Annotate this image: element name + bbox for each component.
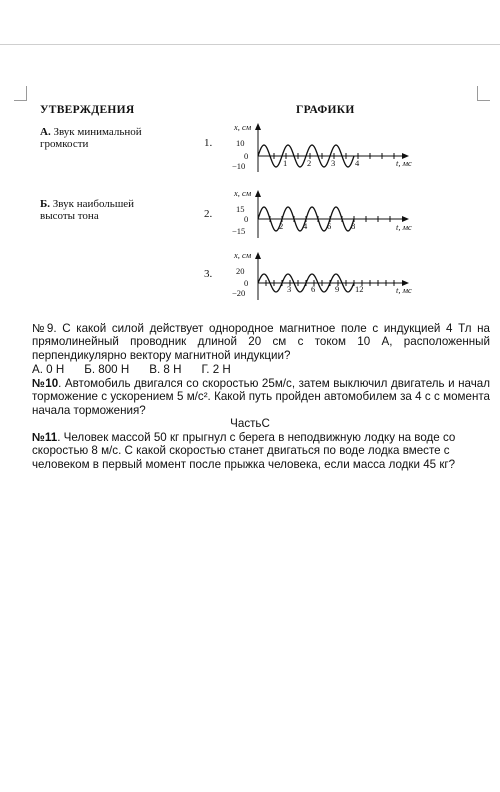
question-10-text: . Автомобиль двигался со скоростью 25м/с, затем выключил двигатель и начал торможение с ускорением 5 м/с². Какой путь пройден автомобилем за 4 с с момента начала торможения? — [32, 377, 490, 417]
graph-2 — [228, 190, 428, 250]
page-corner-mark-left — [14, 86, 27, 101]
graph-1-x-label: t, мс — [396, 158, 412, 168]
graph-3-y-arrow — [255, 252, 261, 259]
graph-2-y-tick-zero: 0 — [244, 214, 249, 224]
graph-3-number: 3. — [204, 268, 213, 280]
graph-1-x-tick-3: 3 — [331, 158, 336, 168]
statement-a — [40, 126, 142, 150]
graph-1-y-arrow — [255, 123, 261, 130]
graph-2-x-tick-8: 8 — [351, 221, 356, 231]
statement-a-letter: А. — [40, 126, 51, 138]
page-corner-mark-right — [477, 86, 490, 101]
question-10-number: №10 — [32, 377, 59, 390]
graph-2-number: 2. — [204, 208, 213, 220]
app-top-band — [0, 0, 500, 45]
graph-1-number: 1. — [204, 137, 213, 149]
graph-2-x-label: t, мс — [396, 222, 412, 232]
graph-1-x-tick-4: 4 — [355, 158, 360, 168]
graph-3-y-tick-zero: 0 — [244, 278, 249, 288]
graph-1-x-tick-2: 2 — [307, 158, 312, 168]
graph-1-y-label: x, см — [234, 122, 252, 132]
graph-1-y-tick-max: 10 — [236, 138, 245, 148]
graph-3-y-tick-min: −20 — [232, 288, 246, 298]
graph-1-x-tick-1: 1 — [283, 158, 288, 168]
answer-c: В. 8 Н — [149, 363, 182, 376]
question-10 — [32, 377, 490, 417]
graph-2-x-tick-6: 6 — [327, 221, 332, 231]
graph-1-y-tick-zero: 0 — [244, 151, 249, 161]
answer-d: Г. 2 Н — [201, 363, 231, 376]
graph-3-x-tick-12: 12 — [355, 284, 364, 294]
question-9 — [32, 322, 490, 362]
part-c-heading: ЧастьС — [230, 417, 270, 430]
question-11-number: №11 — [32, 431, 58, 444]
statement-b-letter: Б. — [40, 198, 51, 210]
graph-1 — [228, 122, 428, 192]
graph-2-y-tick-max: 15 — [236, 204, 245, 214]
question-9-answers — [32, 363, 490, 376]
graph-1-y-tick-min: −10 — [232, 161, 246, 171]
statements-header: УТВЕРЖДЕНИЯ — [40, 104, 135, 116]
statement-a-line1: Звук минимальной — [53, 126, 142, 138]
graph-3-y-tick-max: 20 — [236, 266, 245, 276]
graph-3-x-tick-6: 6 — [311, 284, 316, 294]
statement-b-line2: высоты тона — [40, 210, 99, 222]
graph-3 — [228, 252, 428, 302]
graph-3-x-tick-9: 9 — [335, 284, 340, 294]
graph-2-x-tick-2: 2 — [279, 221, 284, 231]
graph-3-y-label: x, см — [234, 250, 252, 260]
statement-b-line1: Звук наибольшей — [52, 198, 135, 210]
question-11-text: . Человек массой 50 кг прыгнул с берега в неподвижную лодку на воде со скоростью 8 м/с. С какой скоростью станет двигаться по воде лодка вместе с человеком в первый момент после прыжка человека, если масса лодки 45 кг? — [32, 431, 456, 471]
answer-a: А. 0 Н — [32, 363, 65, 376]
question-9-number: №9 — [32, 322, 54, 335]
graph-2-y-label: x, см — [234, 188, 252, 198]
answer-b: Б. 800 Н — [84, 363, 130, 376]
graphs-header: ГРАФИКИ — [296, 104, 355, 116]
question-9-text: . С какой силой действует однородное магнитное поле с индукцией 4 Тл на прямолинейный проводник длиной 20 см с током 10 А, расположенный перпендикулярно вектору магнитной индукции? — [32, 322, 490, 362]
statement-b — [40, 198, 134, 222]
question-11 — [32, 431, 472, 471]
graph-2-y-arrow — [255, 190, 261, 197]
graph-2-y-tick-min: −15 — [232, 226, 246, 236]
graph-2-x-tick-4: 4 — [303, 221, 308, 231]
graph-3-x-label: t, мс — [396, 285, 412, 295]
graph-3-x-tick-3: 3 — [287, 284, 292, 294]
statement-a-line2: громкости — [40, 138, 89, 150]
